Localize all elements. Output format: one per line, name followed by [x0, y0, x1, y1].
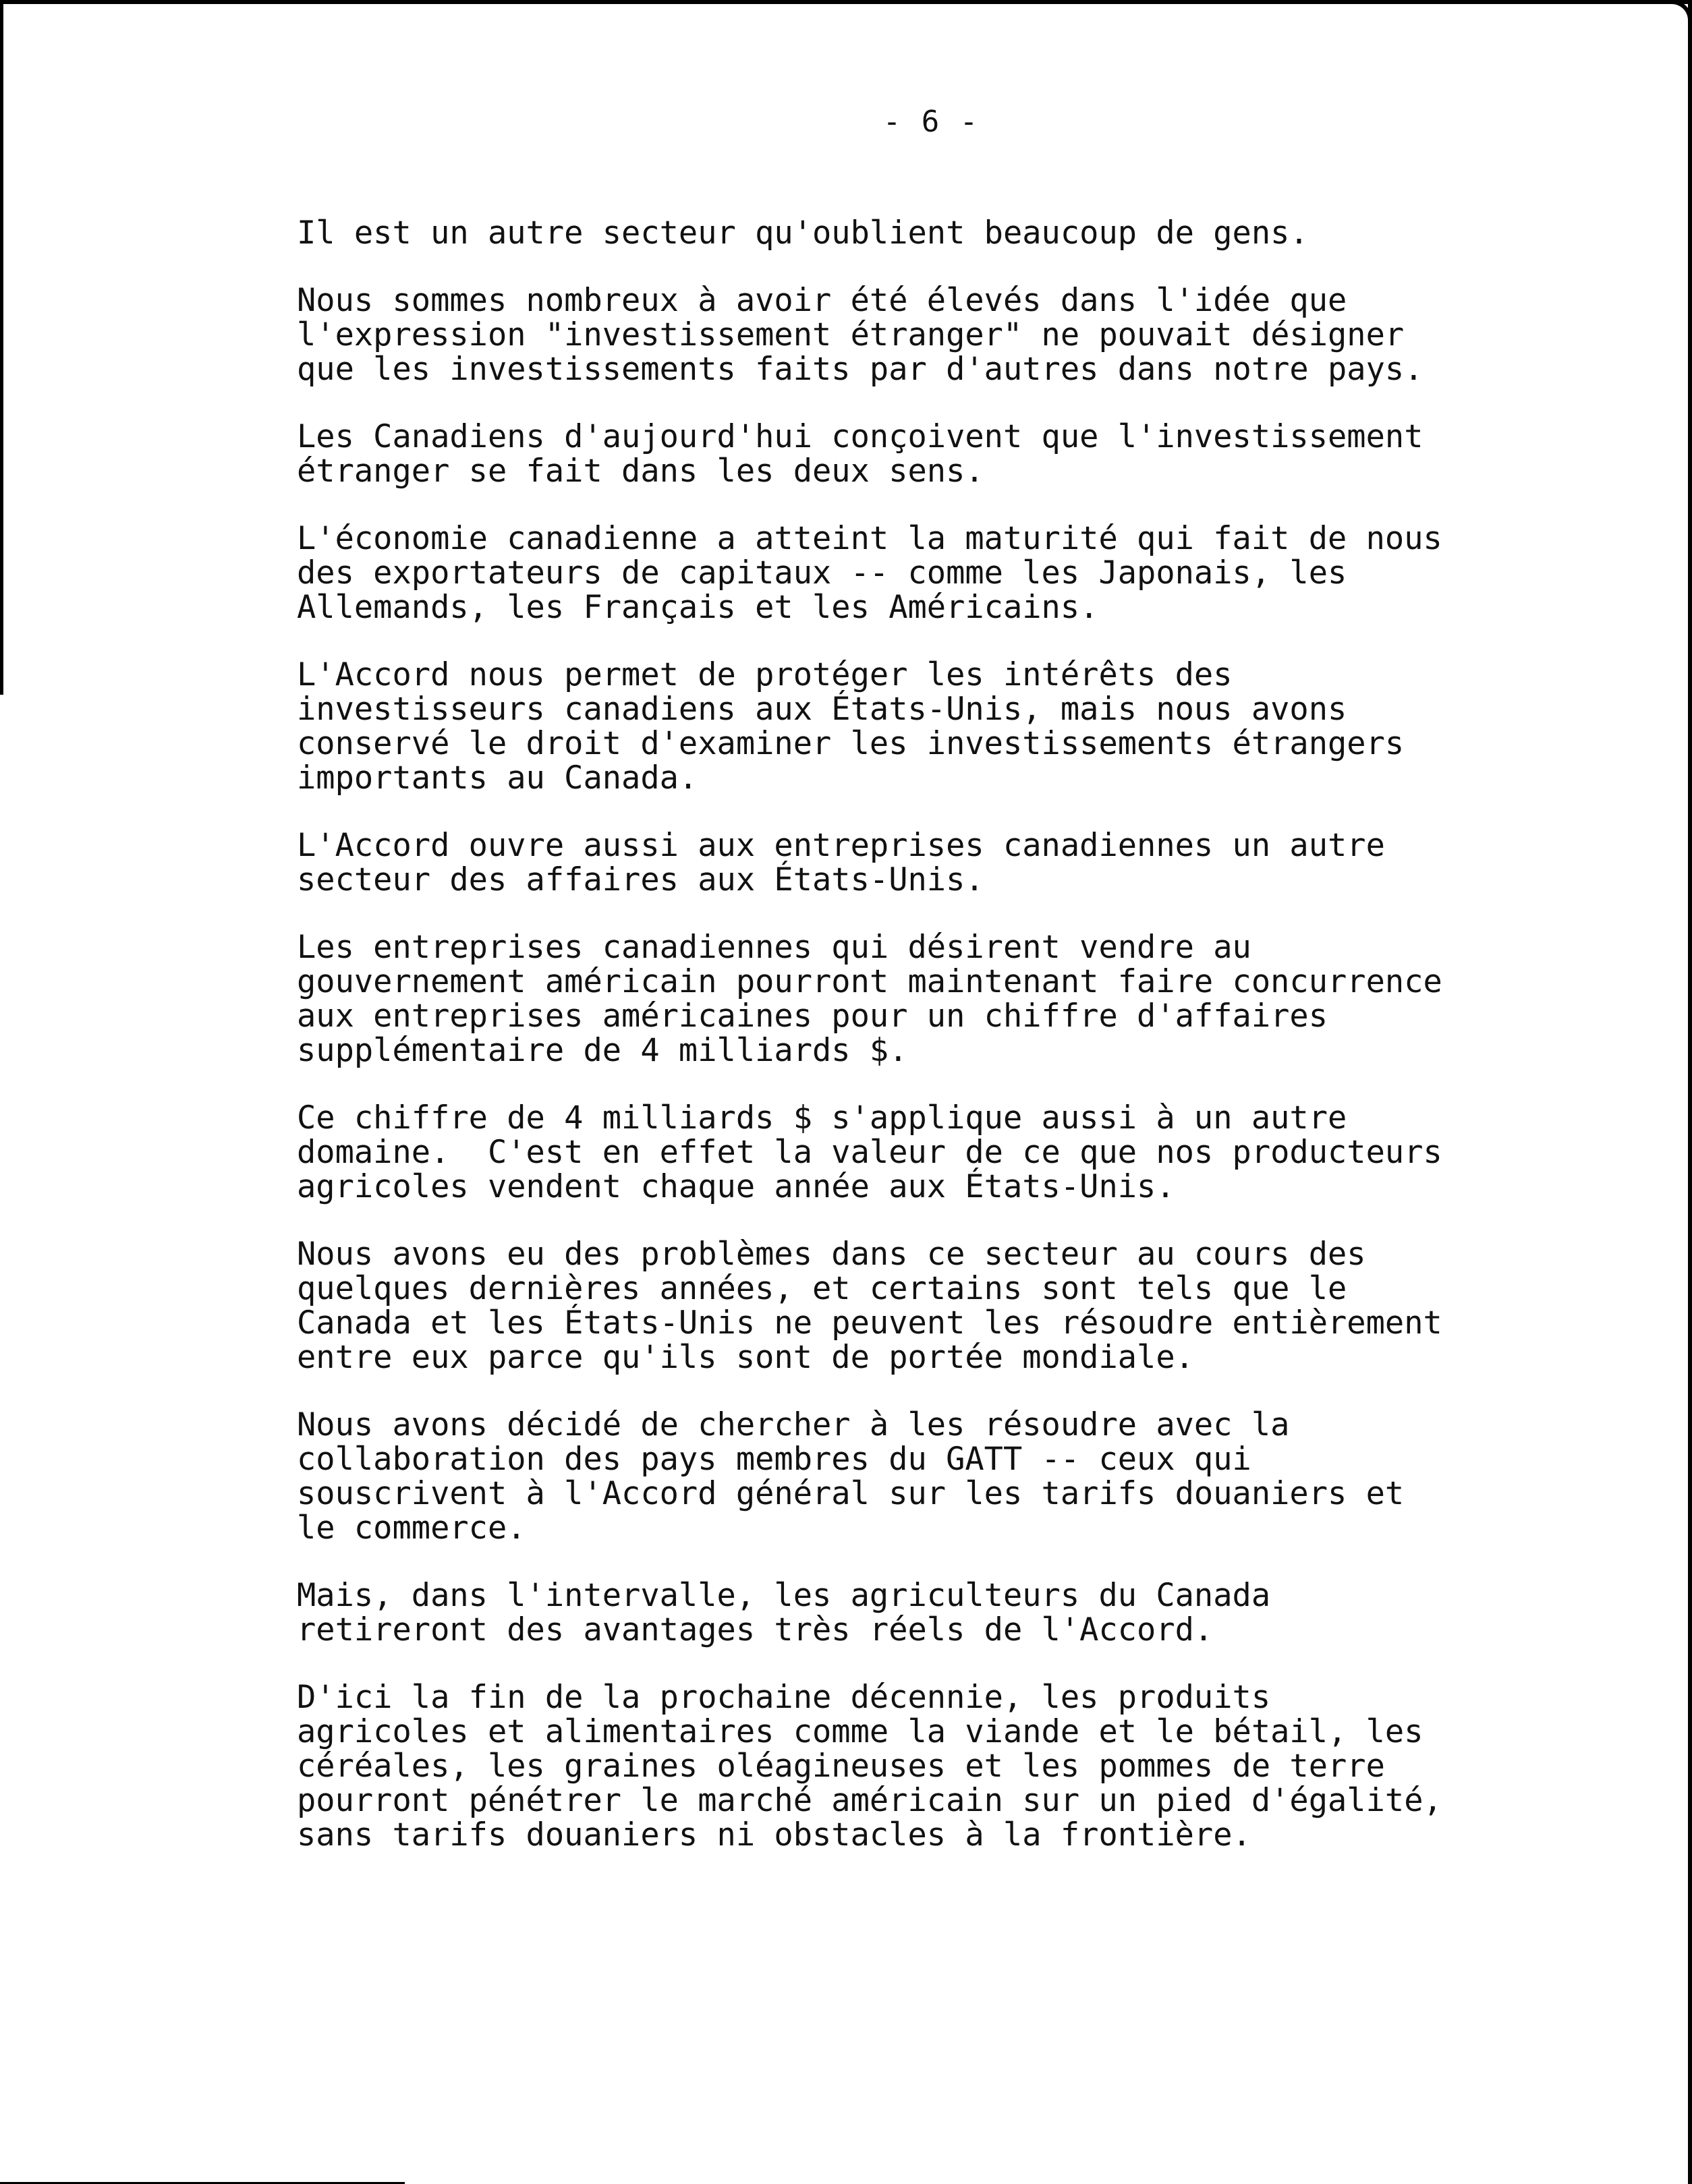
scan-edge-top — [0, 0, 1692, 4]
document-body — [297, 216, 1592, 1885]
paragraph: Mais, dans l'intervalle, les agriculteurs du Canada retireront des avantages très réels de l'Accord. — [297, 1577, 1271, 1648]
paragraph: L'Accord nous permet de protéger les intérêts des investisseurs canadiens aux États-Unis, mais nous avons conservé le droit d'examiner les investissements étrangers importants au Canada. — [297, 656, 1405, 797]
paragraph: D'ici la fin de la prochaine décennie, les produits agricoles et alimentaires comme la viande et le bétail, les céréales, les graines oléagineuses et les pommes de terre pourront pénétrer le marché américain sur un pied d'égalité, sans tarifs douaniers ni obstacles à la frontière. — [297, 1679, 1442, 1853]
scan-edge-corner — [1631, 0, 1692, 20]
paragraph: Il est un autre secteur qu'oublient beaucoup de gens. — [297, 214, 1309, 252]
paragraph: Ce chiffre de 4 milliards $ s'applique aussi à un autre domaine. C'est en effet la valeur de ce que nos producteurs agricoles vendent chaque année aux États-Unis. — [297, 1099, 1442, 1205]
paragraph: Nous sommes nombreux à avoir été élevés dans l'idée que l'expression "investissement étranger" ne pouvait désigner que les investissements faits par d'autres dans notre pays. — [297, 282, 1423, 388]
paragraph: Les entreprises canadiennes qui désirent vendre au gouvernement américain pourront maintenant faire concurrence aux entreprises américaines pour un chiffre d'affaires supplémentaire de 4 milliards $. — [297, 929, 1442, 1069]
page-number: - 6 - — [882, 105, 980, 139]
paragraph: Nous avons eu des problèmes dans ce secteur au cours des quelques dernières années, et certains sont tels que le Canada et les États-Unis ne peuvent les résoudre entièrement entre eux parce qu'ils sont de portée mondiale. — [297, 1236, 1442, 1376]
scan-edge-right — [1688, 0, 1692, 2184]
paragraph: L'économie canadienne a atteint la maturité qui fait de nous des exportateurs de capitaux -- comme les Japonais, les Allemands, les Français et les Américains. — [297, 520, 1442, 626]
paragraph: Nous avons décidé de chercher à les résoudre avec la collaboration des pays membres du GATT -- ceux qui souscrivent à l'Accord général sur les tarifs douaniers et le commerce. — [297, 1406, 1405, 1547]
paragraph: Les Canadiens d'aujourd'hui conçoivent que l'investissement étranger se fait dans les deux sens. — [297, 418, 1423, 490]
paragraph: L'Accord ouvre aussi aux entreprises canadiennes un autre secteur des affaires aux États-Unis. — [297, 827, 1385, 898]
